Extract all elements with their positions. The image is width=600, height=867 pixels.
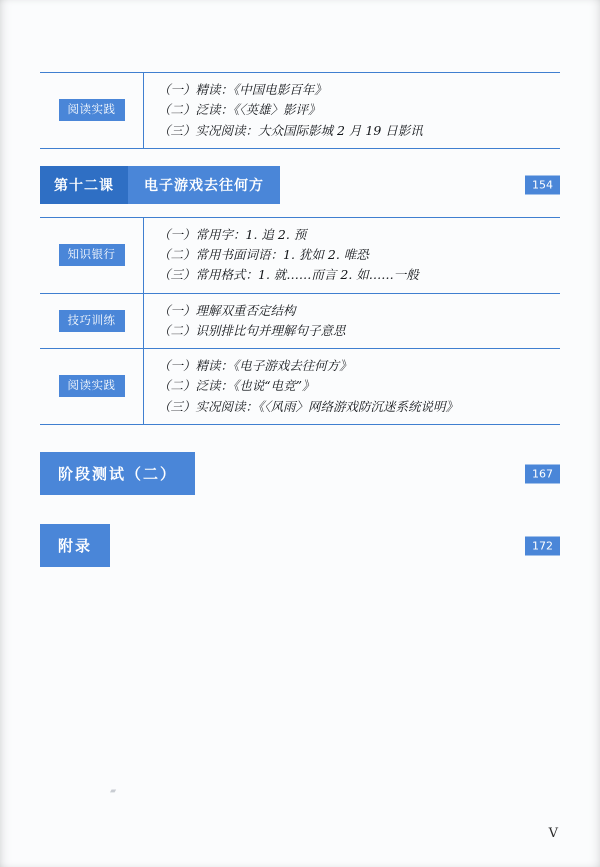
row-label-cell	[40, 218, 144, 293]
row-label-cell	[40, 73, 144, 148]
table-row	[40, 72, 560, 149]
section-title: 附录	[40, 524, 110, 567]
chapter-header[interactable]	[40, 165, 560, 205]
row-label-cell	[40, 349, 144, 424]
chapter-bar[interactable]	[40, 166, 280, 204]
list-item: （一）精读：《中国电影百年》	[158, 82, 327, 97]
label-badge[interactable]: 技巧训练	[59, 310, 125, 332]
row-items-cell	[144, 294, 560, 349]
table-row	[40, 294, 560, 350]
row-items-cell	[144, 349, 560, 424]
list-item: （三）常用格式：1. 就……而言 2. 如……一般	[158, 267, 419, 283]
section-stage-test[interactable]	[40, 451, 560, 497]
section-appendix[interactable]	[40, 523, 560, 569]
footer-mark: ▰	[110, 786, 117, 795]
row-label-cell	[40, 294, 144, 349]
section-page-number: 172	[525, 536, 560, 555]
row-items-cell	[144, 218, 560, 293]
list-item: （一）理解双重否定结构	[158, 302, 296, 318]
toc-block-reading-practice-top	[40, 72, 560, 149]
page-folio: V	[548, 826, 558, 841]
section-page-number: 167	[525, 464, 560, 483]
list-item: （二）常用书面词语：1. 犹如 2. 唯恐	[158, 247, 369, 262]
toc-content	[40, 72, 560, 569]
list-item: （一）精读：《电子游戏去往何方》	[158, 358, 352, 373]
list-item: （三）实况阅读：大众国际影城 2 月 19 日影讯	[158, 122, 423, 138]
list-item: （一）常用字：1. 追 2. 预	[158, 226, 307, 242]
toc-block-chapter-12	[40, 217, 560, 425]
list-item: （二）泛读：《也说“电竞”》	[158, 378, 315, 394]
row-items-cell	[144, 73, 560, 148]
list-item: （二）识别排比句并理解句子意思	[158, 322, 346, 338]
table-row	[40, 349, 560, 425]
chapter-number: 第十二课	[40, 166, 128, 204]
list-item: （三）实况阅读：《〈风雨〉网络游戏防沉迷系统说明》	[158, 398, 459, 414]
label-badge[interactable]: 阅读实践	[59, 375, 125, 397]
chapter-page-number: 154	[525, 175, 560, 194]
list-item: （二）泛读：《〈英雄〉影评》	[158, 102, 321, 118]
section-title: 阶段测试（二）	[40, 452, 195, 495]
label-badge[interactable]: 阅读实践	[59, 99, 125, 121]
table-row	[40, 217, 560, 294]
label-badge[interactable]: 知识银行	[59, 244, 125, 266]
chapter-title: 电子游戏去往何方	[128, 166, 280, 204]
